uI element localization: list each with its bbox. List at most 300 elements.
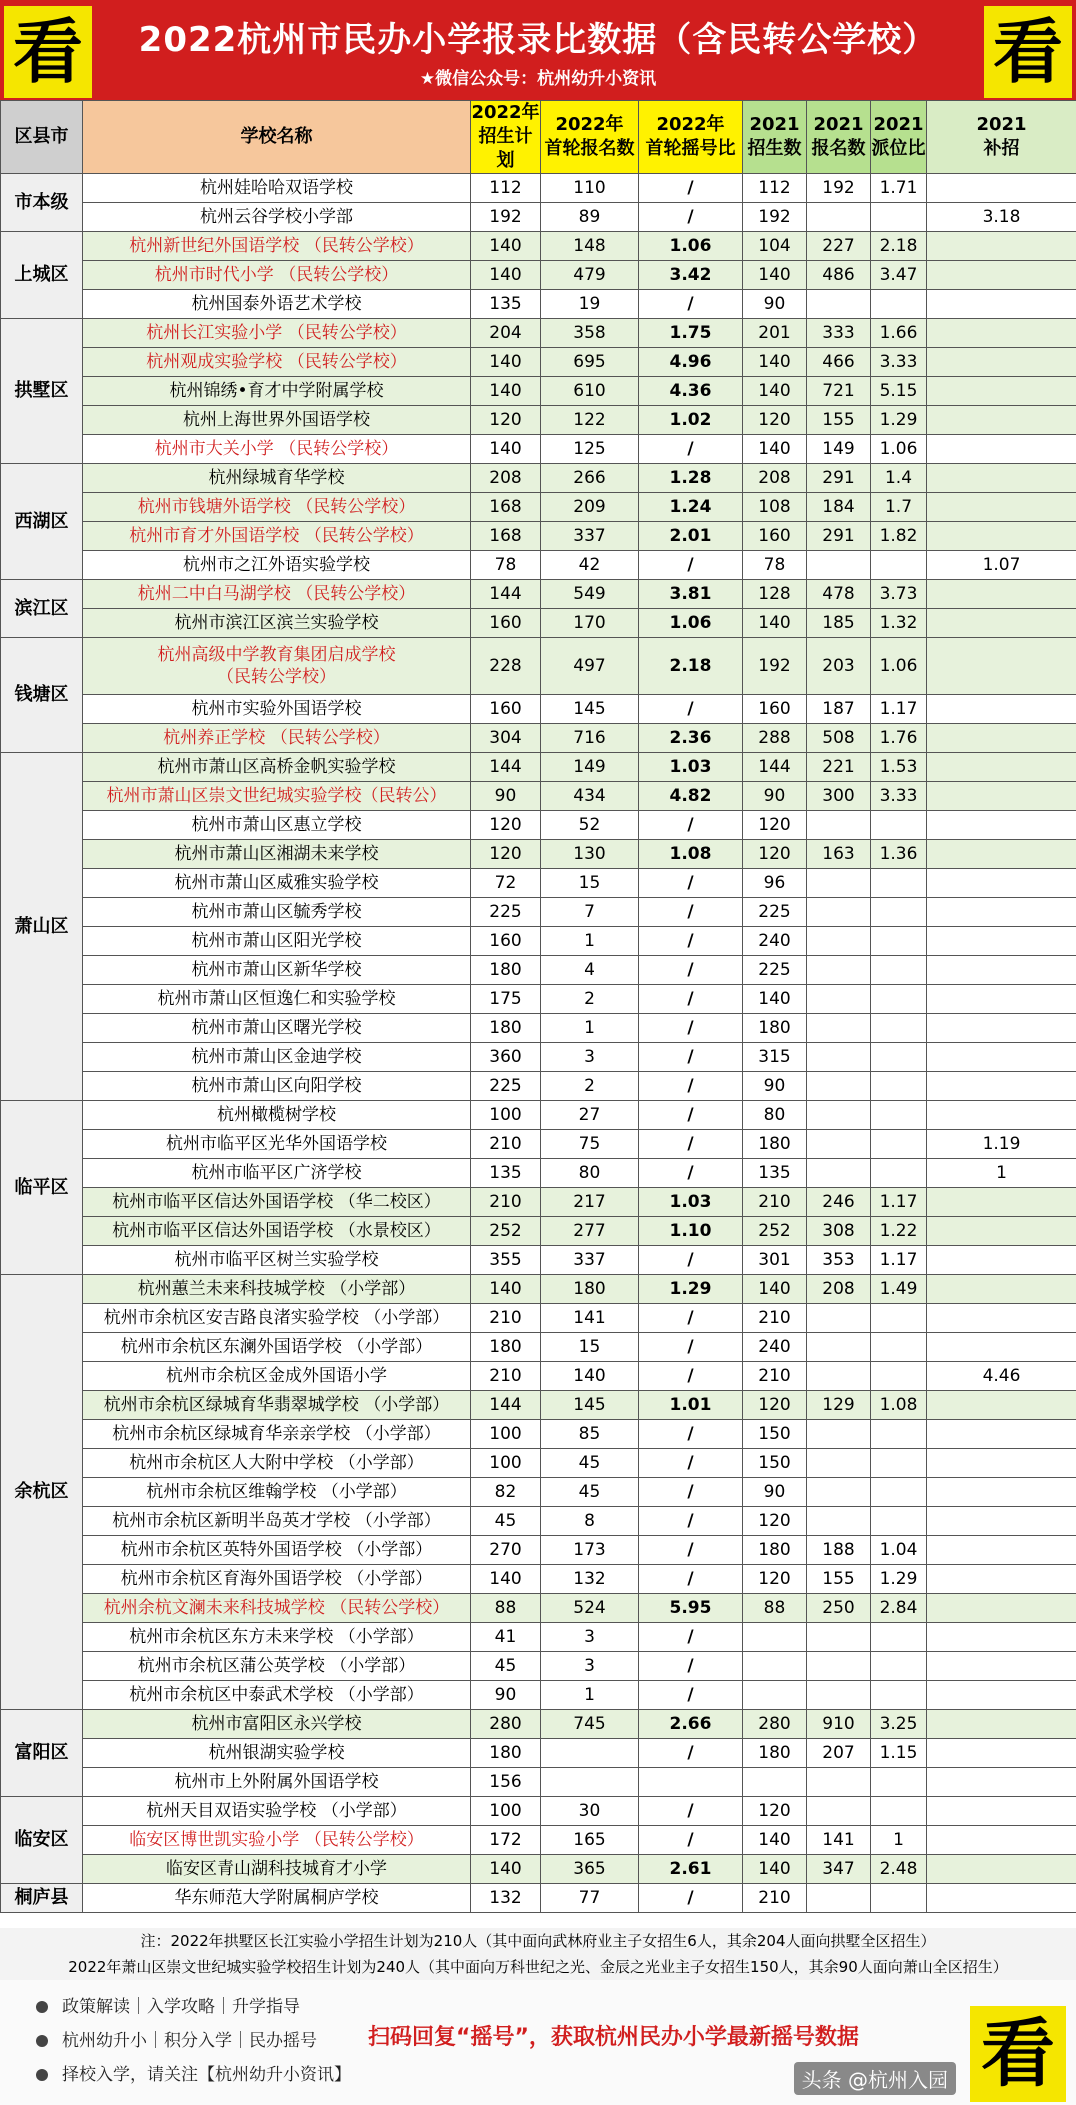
plan-2022-cell: 360 — [471, 1043, 541, 1072]
applicants-2022-cell: 45 — [541, 1478, 639, 1507]
plan-2022-cell: 192 — [471, 203, 541, 232]
applicants-2021-cell: 184 — [807, 493, 871, 522]
column-header: 2022年 首轮报名数 — [541, 101, 639, 174]
plan-2022-cell: 140 — [471, 348, 541, 377]
table-row — [1, 1652, 1076, 1681]
table-row — [1, 464, 1076, 493]
admitted-2021-cell: 140 — [743, 377, 807, 406]
school-name-cell: 杭州市萧山区崇文世纪城实验学校（民转公） — [83, 782, 471, 811]
applicants-2022-cell: 165 — [541, 1826, 639, 1855]
ratio-2022-cell: / — [639, 435, 743, 464]
school-name-cell: 杭州市余杭区蒲公英学校 （小学部） — [83, 1652, 471, 1681]
ratio-2022-cell: 1.02 — [639, 406, 743, 435]
applicants-2022-cell: 42 — [541, 551, 639, 580]
plan-2022-cell: 41 — [471, 1623, 541, 1652]
ratio-2022-cell: / — [639, 1101, 743, 1130]
ratio-2022-cell: 1.03 — [639, 1188, 743, 1217]
admitted-2021-cell — [743, 1768, 807, 1797]
table-row — [1, 319, 1076, 348]
applicants-2022-cell: 358 — [541, 319, 639, 348]
admitted-2021-cell: 140 — [743, 261, 807, 290]
applicants-2022-cell: 141 — [541, 1304, 639, 1333]
scan-prompt: 扫码回复“摇号”，获取杭州民办小学最新摇号数据 — [368, 2025, 859, 2050]
admitted-2021-cell: 96 — [743, 869, 807, 898]
district-cell: 西湖区 — [1, 464, 83, 580]
plan-2022-cell: 100 — [471, 1101, 541, 1130]
applicants-2021-cell: 508 — [807, 724, 871, 753]
plan-2022-cell: 120 — [471, 811, 541, 840]
applicants-2021-cell: 192 — [807, 174, 871, 203]
applicants-2021-cell — [807, 1768, 871, 1797]
admitted-2021-cell: 140 — [743, 1826, 807, 1855]
ratio-2021-cell: 1.36 — [871, 840, 927, 869]
ratio-2021-cell: 1 — [871, 1826, 927, 1855]
supplement-2021-cell — [927, 290, 1076, 319]
ratio-2021-cell: 1.29 — [871, 406, 927, 435]
admitted-2021-cell: 160 — [743, 522, 807, 551]
ratio-2022-cell: 4.82 — [639, 782, 743, 811]
ratio-2021-cell: 1.06 — [871, 435, 927, 464]
table-row — [1, 406, 1076, 435]
plan-2022-cell: 180 — [471, 1739, 541, 1768]
district-cell: 富阳区 — [1, 1710, 83, 1797]
plan-2022-cell: 225 — [471, 898, 541, 927]
table-row — [1, 1362, 1076, 1391]
applicants-2021-cell — [807, 1449, 871, 1478]
applicants-2021-cell — [807, 1043, 871, 1072]
school-name-cell: 杭州市萧山区毓秀学校 — [83, 898, 471, 927]
applicants-2021-cell — [807, 1507, 871, 1536]
supplement-2021-cell — [927, 1449, 1076, 1478]
admitted-2021-cell: 120 — [743, 811, 807, 840]
applicants-2021-cell: 486 — [807, 261, 871, 290]
admitted-2021-cell: 192 — [743, 638, 807, 695]
school-name-cell: 杭州市大关小学 （民转公学校） — [83, 435, 471, 464]
ratio-2022-cell: / — [639, 1130, 743, 1159]
ratio-2021-cell — [871, 1043, 927, 1072]
table-row — [1, 1420, 1076, 1449]
plan-2022-cell: 88 — [471, 1594, 541, 1623]
plan-2022-cell: 210 — [471, 1130, 541, 1159]
ratio-2022-cell: 1.29 — [639, 1275, 743, 1304]
table-row — [1, 1217, 1076, 1246]
school-name-cell: 杭州市育才外国语学校 （民转公学校） — [83, 522, 471, 551]
applicants-2022-cell: 15 — [541, 869, 639, 898]
school-name-cell: 杭州长江实验小学 （民转公学校） — [83, 319, 471, 348]
table-row — [1, 1101, 1076, 1130]
table-row — [1, 1855, 1076, 1884]
applicants-2022-cell — [541, 1768, 639, 1797]
admitted-2021-cell: 78 — [743, 551, 807, 580]
plan-2022-cell: 252 — [471, 1217, 541, 1246]
applicants-2022-cell: 19 — [541, 290, 639, 319]
table-row — [1, 638, 1076, 695]
supplement-2021-cell — [927, 1565, 1076, 1594]
ratio-2022-cell: / — [639, 695, 743, 724]
plan-2022-cell: 180 — [471, 956, 541, 985]
ratio-2021-cell — [871, 956, 927, 985]
ratio-2021-cell: 2.48 — [871, 1855, 927, 1884]
applicants-2022-cell: 434 — [541, 782, 639, 811]
admitted-2021-cell: 150 — [743, 1449, 807, 1478]
table-row — [1, 898, 1076, 927]
table-row — [1, 522, 1076, 551]
school-name-cell: 杭州市余杭区金成外国语小学 — [83, 1362, 471, 1391]
school-name-cell: 杭州市之江外语实验学校 — [83, 551, 471, 580]
applicants-2021-cell — [807, 956, 871, 985]
ratio-2022-cell: / — [639, 1043, 743, 1072]
bullet-icon — [36, 2001, 48, 2013]
bullet-icon — [36, 2035, 48, 2047]
ratio-2021-cell — [871, 898, 927, 927]
ratio-2022-cell: 2.36 — [639, 724, 743, 753]
supplement-2021-cell: 1 — [927, 1159, 1076, 1188]
applicants-2021-cell: 353 — [807, 1246, 871, 1275]
ratio-2022-cell: / — [639, 927, 743, 956]
applicants-2022-cell: 132 — [541, 1565, 639, 1594]
table-row — [1, 290, 1076, 319]
ratio-2021-cell: 2.84 — [871, 1594, 927, 1623]
ratio-2021-cell — [871, 1420, 927, 1449]
school-name-cell: 杭州市萧山区新华学校 — [83, 956, 471, 985]
column-header: 区县市 — [1, 101, 83, 174]
school-name-cell: 杭州市实验外国语学校 — [83, 695, 471, 724]
admitted-2021-cell: 225 — [743, 898, 807, 927]
table-row — [1, 261, 1076, 290]
school-name-cell: 杭州市萧山区阳光学校 — [83, 927, 471, 956]
table-row — [1, 1507, 1076, 1536]
admitted-2021-cell: 210 — [743, 1362, 807, 1391]
admitted-2021-cell: 140 — [743, 1275, 807, 1304]
table-row — [1, 1826, 1076, 1855]
applicants-2022-cell: 3 — [541, 1652, 639, 1681]
applicants-2021-cell — [807, 927, 871, 956]
supplement-2021-cell — [927, 1797, 1076, 1826]
school-name-cell: 杭州二中白马湖学校 （民转公学校） — [83, 580, 471, 609]
table-row — [1, 1449, 1076, 1478]
supplement-2021-cell — [927, 377, 1076, 406]
ratio-2021-cell — [871, 1014, 927, 1043]
plan-2022-cell: 355 — [471, 1246, 541, 1275]
plan-2022-cell: 140 — [471, 1855, 541, 1884]
ratio-2022-cell: / — [639, 956, 743, 985]
applicants-2022-cell: 7 — [541, 898, 639, 927]
supplement-2021-cell — [927, 435, 1076, 464]
applicants-2021-cell — [807, 1623, 871, 1652]
ratio-2021-cell: 1.4 — [871, 464, 927, 493]
school-name-cell: 杭州娃哈哈双语学校 — [83, 174, 471, 203]
ratio-2022-cell — [639, 1768, 743, 1797]
admitted-2021-cell: 180 — [743, 1130, 807, 1159]
school-name-cell: 杭州市萧山区恒逸仁和实验学校 — [83, 985, 471, 1014]
admitted-2021-cell: 225 — [743, 956, 807, 985]
applicants-2022-cell: 365 — [541, 1855, 639, 1884]
supplement-2021-cell — [927, 811, 1076, 840]
ratio-2022-cell: / — [639, 1884, 743, 1913]
ratio-2022-cell: / — [639, 869, 743, 898]
applicants-2022-cell: 1 — [541, 1014, 639, 1043]
supplement-2021-cell — [927, 1420, 1076, 1449]
ratio-2022-cell: 1.28 — [639, 464, 743, 493]
table-row — [1, 348, 1076, 377]
ratio-2021-cell — [871, 927, 927, 956]
column-header: 2021 招生数 — [743, 101, 807, 174]
school-name-cell: 杭州云谷学校小学部 — [83, 203, 471, 232]
supplement-2021-cell — [927, 1478, 1076, 1507]
admitted-2021-cell: 140 — [743, 985, 807, 1014]
ratio-2022-cell: 2.01 — [639, 522, 743, 551]
ratio-2021-cell: 3.25 — [871, 1710, 927, 1739]
plan-2022-cell: 210 — [471, 1304, 541, 1333]
applicants-2021-cell: 308 — [807, 1217, 871, 1246]
applicants-2021-cell: 478 — [807, 580, 871, 609]
applicants-2021-cell: 155 — [807, 1565, 871, 1594]
school-name-cell: 杭州市余杭区维翰学校 （小学部） — [83, 1478, 471, 1507]
ratio-2022-cell: 1.06 — [639, 232, 743, 261]
ratio-2021-cell: 1.82 — [871, 522, 927, 551]
table-row — [1, 1739, 1076, 1768]
school-name-cell: 杭州银湖实验学校 — [83, 1739, 471, 1768]
supplement-2021-cell — [927, 319, 1076, 348]
ratio-2022-cell: / — [639, 1072, 743, 1101]
school-name-cell: 杭州市余杭区东方未来学校 （小学部） — [83, 1623, 471, 1652]
applicants-2022-cell: 77 — [541, 1884, 639, 1913]
school-name-cell: 杭州市余杭区绿城育华亲亲学校 （小学部） — [83, 1420, 471, 1449]
ratio-2021-cell — [871, 1159, 927, 1188]
plan-2022-cell: 140 — [471, 377, 541, 406]
ratio-2021-cell — [871, 811, 927, 840]
applicants-2022-cell: 549 — [541, 580, 639, 609]
applicants-2021-cell: 291 — [807, 522, 871, 551]
plan-2022-cell: 90 — [471, 782, 541, 811]
applicants-2021-cell: 155 — [807, 406, 871, 435]
ratio-2021-cell — [871, 1101, 927, 1130]
ratio-2021-cell — [871, 203, 927, 232]
school-name-cell: 杭州市临平区树兰实验学校 — [83, 1246, 471, 1275]
plan-2022-cell: 175 — [471, 985, 541, 1014]
admitted-2021-cell: 120 — [743, 1565, 807, 1594]
admitted-2021-cell: 120 — [743, 1391, 807, 1420]
admitted-2021-cell: 160 — [743, 695, 807, 724]
plan-2022-cell: 82 — [471, 1478, 541, 1507]
applicants-2021-cell: 466 — [807, 348, 871, 377]
table-row — [1, 1043, 1076, 1072]
supplement-2021-cell — [927, 985, 1076, 1014]
admitted-2021-cell: 240 — [743, 927, 807, 956]
applicants-2022-cell: 497 — [541, 638, 639, 695]
plan-2022-cell: 160 — [471, 695, 541, 724]
admitted-2021-cell: 315 — [743, 1043, 807, 1072]
ratio-2021-cell: 1.17 — [871, 1188, 927, 1217]
plan-2022-cell: 120 — [471, 406, 541, 435]
ratio-2021-cell: 1.7 — [871, 493, 927, 522]
ratio-2022-cell: / — [639, 1449, 743, 1478]
applicants-2021-cell — [807, 290, 871, 319]
supplement-2021-cell — [927, 1304, 1076, 1333]
plan-2022-cell: 100 — [471, 1420, 541, 1449]
table-row — [1, 811, 1076, 840]
applicants-2021-cell — [807, 1159, 871, 1188]
table-row — [1, 782, 1076, 811]
school-name-cell: 杭州市萧山区向阳学校 — [83, 1072, 471, 1101]
table-row — [1, 232, 1076, 261]
admitted-2021-cell: 210 — [743, 1188, 807, 1217]
district-cell: 萧山区 — [1, 753, 83, 1101]
table-row — [1, 724, 1076, 753]
applicants-2021-cell — [807, 1478, 871, 1507]
school-name-cell: 杭州市富阳区永兴学校 — [83, 1710, 471, 1739]
plan-2022-cell: 304 — [471, 724, 541, 753]
plan-2022-cell: 112 — [471, 174, 541, 203]
ratio-2022-cell: / — [639, 1014, 743, 1043]
ratio-2022-cell: 1.10 — [639, 1217, 743, 1246]
ratio-2021-cell: 1.04 — [871, 1536, 927, 1565]
admitted-2021-cell — [743, 1623, 807, 1652]
supplement-2021-cell — [927, 232, 1076, 261]
admitted-2021-cell: 140 — [743, 609, 807, 638]
applicants-2022-cell: 745 — [541, 1710, 639, 1739]
supplement-2021-cell — [927, 1884, 1076, 1913]
admitted-2021-cell: 210 — [743, 1304, 807, 1333]
supplement-2021-cell — [927, 1014, 1076, 1043]
table-row — [1, 956, 1076, 985]
school-name-cell: 杭州市余杭区中泰武术学校 （小学部） — [83, 1681, 471, 1710]
applicants-2022-cell: 45 — [541, 1449, 639, 1478]
applicants-2022-cell: 125 — [541, 435, 639, 464]
admitted-2021-cell: 201 — [743, 319, 807, 348]
plan-2022-cell: 140 — [471, 435, 541, 464]
school-name-cell: 杭州高级中学教育集团启成学校 （民转公学校） — [83, 638, 471, 695]
supplement-2021-cell — [927, 1275, 1076, 1304]
plan-2022-cell: 140 — [471, 261, 541, 290]
ratio-2021-cell — [871, 1333, 927, 1362]
plan-2022-cell: 144 — [471, 753, 541, 782]
table-row — [1, 1188, 1076, 1217]
admitted-2021-cell: 192 — [743, 203, 807, 232]
school-name-cell: 杭州市余杭区绿城育华翡翠城学校 （小学部） — [83, 1391, 471, 1420]
district-cell: 市本级 — [1, 174, 83, 232]
applicants-2022-cell: 3 — [541, 1623, 639, 1652]
admitted-2021-cell: 210 — [743, 1884, 807, 1913]
school-name-cell: 杭州市临平区信达外国语学校 （水景校区） — [83, 1217, 471, 1246]
table-row — [1, 1072, 1076, 1101]
supplement-2021-cell — [927, 782, 1076, 811]
ratio-2022-cell: / — [639, 1362, 743, 1391]
ratio-2022-cell: / — [639, 1681, 743, 1710]
ratio-2021-cell — [871, 1449, 927, 1478]
applicants-2021-cell: 163 — [807, 840, 871, 869]
supplement-2021-cell — [927, 753, 1076, 782]
table-row — [1, 1246, 1076, 1275]
supplement-2021-cell — [927, 174, 1076, 203]
applicants-2022-cell: 15 — [541, 1333, 639, 1362]
applicants-2022-cell: 173 — [541, 1536, 639, 1565]
applicants-2021-cell — [807, 1101, 871, 1130]
supplement-2021-cell — [927, 1072, 1076, 1101]
supplement-2021-cell — [927, 898, 1076, 927]
applicants-2021-cell: 246 — [807, 1188, 871, 1217]
school-name-cell: 杭州市余杭区英特外国语学校 （小学部） — [83, 1536, 471, 1565]
school-name-cell: 杭州市余杭区人大附中学校 （小学部） — [83, 1449, 471, 1478]
applicants-2022-cell: 337 — [541, 1246, 639, 1275]
ratio-2021-cell: 1.06 — [871, 638, 927, 695]
applicants-2021-cell — [807, 869, 871, 898]
applicants-2022-cell: 337 — [541, 522, 639, 551]
admission-table — [0, 100, 1076, 1913]
supplement-2021-cell — [927, 956, 1076, 985]
admitted-2021-cell: 88 — [743, 1594, 807, 1623]
plan-2022-cell: 160 — [471, 927, 541, 956]
table-row — [1, 377, 1076, 406]
supplement-2021-cell — [927, 493, 1076, 522]
school-name-cell: 杭州国泰外语艺术学校 — [83, 290, 471, 319]
school-name-cell: 杭州市余杭区新明半岛英才学校 （小学部） — [83, 1507, 471, 1536]
school-name-cell: 杭州市余杭区育海外国语学校 （小学部） — [83, 1565, 471, 1594]
plan-2022-cell: 204 — [471, 319, 541, 348]
applicants-2021-cell — [807, 1652, 871, 1681]
supplement-2021-cell: 3.18 — [927, 203, 1076, 232]
table-row — [1, 1130, 1076, 1159]
admitted-2021-cell: 144 — [743, 753, 807, 782]
applicants-2021-cell: 141 — [807, 1826, 871, 1855]
applicants-2022-cell: 140 — [541, 1362, 639, 1391]
district-cell: 滨江区 — [1, 580, 83, 638]
supplement-2021-cell — [927, 1768, 1076, 1797]
applicants-2021-cell: 910 — [807, 1710, 871, 1739]
ratio-2021-cell: 3.33 — [871, 348, 927, 377]
ratio-2022-cell: / — [639, 1565, 743, 1594]
supplement-2021-cell — [927, 638, 1076, 695]
applicants-2021-cell: 185 — [807, 609, 871, 638]
supplement-2021-cell — [927, 869, 1076, 898]
applicants-2021-cell: 291 — [807, 464, 871, 493]
table-row — [1, 1681, 1076, 1710]
applicants-2021-cell — [807, 1362, 871, 1391]
school-name-cell: 杭州市余杭区东澜外国语学校 （小学部） — [83, 1333, 471, 1362]
applicants-2022-cell: 3 — [541, 1043, 639, 1072]
applicants-2022-cell: 170 — [541, 609, 639, 638]
applicants-2022-cell: 2 — [541, 985, 639, 1014]
admitted-2021-cell: 180 — [743, 1536, 807, 1565]
admitted-2021-cell: 280 — [743, 1710, 807, 1739]
plan-2022-cell: 144 — [471, 1391, 541, 1420]
admitted-2021-cell: 180 — [743, 1014, 807, 1043]
applicants-2022-cell: 52 — [541, 811, 639, 840]
school-name-cell: 杭州余杭文澜未来科技城学校 （民转公学校） — [83, 1594, 471, 1623]
plan-2022-cell: 140 — [471, 1275, 541, 1304]
ratio-2022-cell: / — [639, 1536, 743, 1565]
school-name-cell: 临安区博世凯实验小学 （民转公学校） — [83, 1826, 471, 1855]
table-row — [1, 1884, 1076, 1913]
page-subtitle: ★微信公众号：杭州幼升小资讯 — [419, 69, 657, 89]
ratio-2022-cell: / — [639, 1159, 743, 1188]
applicants-2022-cell: 30 — [541, 1797, 639, 1826]
applicants-2021-cell: 149 — [807, 435, 871, 464]
note-line: 2022年萧山区崇文世纪城实验学校招生计划为240人（其中面向万科世纪之光、金辰之光业主子女招生150人，其余90人面向萧山全区招生） — [68, 1958, 1008, 1976]
supplement-2021-cell — [927, 927, 1076, 956]
applicants-2021-cell: 208 — [807, 1275, 871, 1304]
ratio-2022-cell: 3.42 — [639, 261, 743, 290]
supplement-2021-cell — [927, 580, 1076, 609]
district-cell: 临平区 — [1, 1101, 83, 1275]
ratio-2022-cell: 3.81 — [639, 580, 743, 609]
applicants-2021-cell — [807, 1014, 871, 1043]
ratio-2022-cell: / — [639, 1246, 743, 1275]
ratio-2022-cell: / — [639, 811, 743, 840]
admitted-2021-cell: 180 — [743, 1739, 807, 1768]
ratio-2021-cell — [871, 985, 927, 1014]
ratio-2022-cell: / — [639, 1420, 743, 1449]
